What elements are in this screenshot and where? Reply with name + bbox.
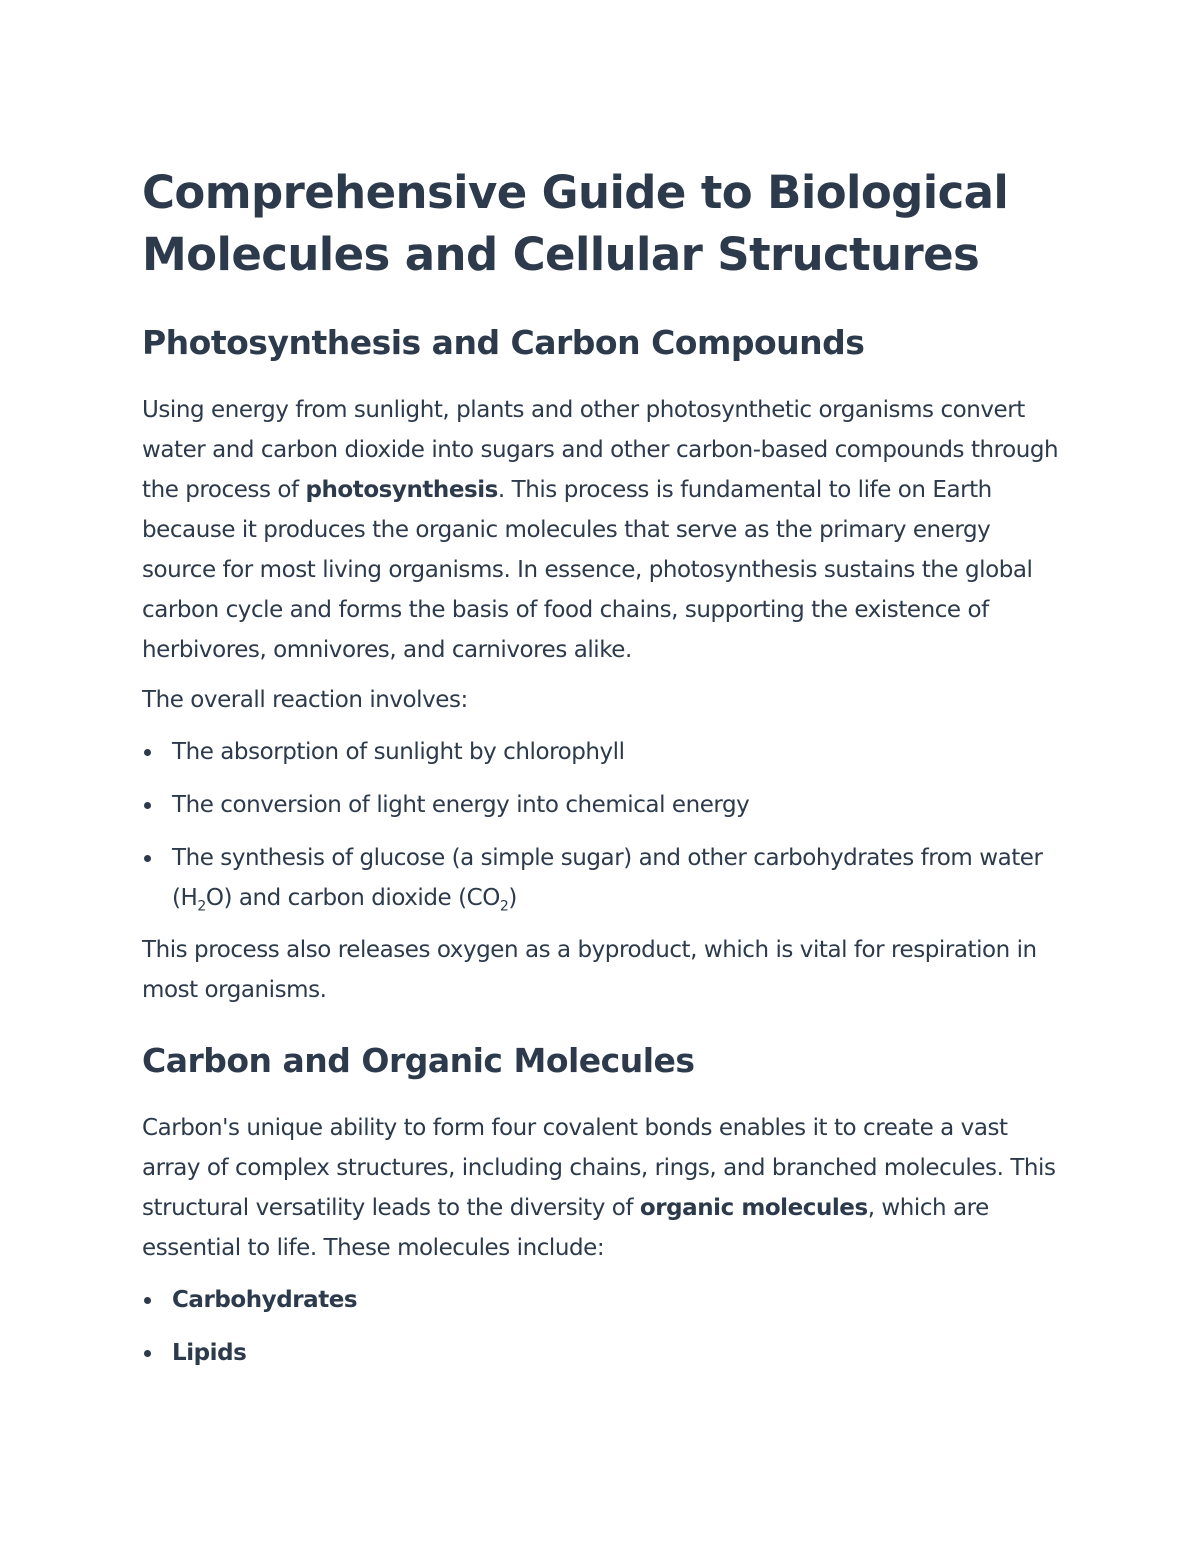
list-item (142, 838, 1062, 918)
text-run: ) (508, 885, 517, 911)
subscript: 2 (197, 898, 206, 915)
text-run: Carbon's unique ability to form four covalent bonds enables it to create a vast array of complex structures, including chains, rings, and branched molecules. This structural versatility leads to the diversity of (142, 1115, 1056, 1221)
bold-term-organic-molecules: organic molecules (639, 1195, 868, 1221)
text-run: , which are essential to life. These molecules include: (142, 1195, 989, 1261)
bullet-icon (144, 749, 151, 756)
paragraph-oxygen-byproduct: This process also releases oxygen as a byproduct, which is vital for respiration in most organisms. (142, 937, 1037, 1003)
list-item-text: Lipids (172, 1340, 247, 1366)
list-item (142, 1280, 1062, 1320)
subscript: 2 (499, 898, 509, 915)
bold-term-photosynthesis: photosynthesis (305, 477, 498, 503)
list-item (142, 785, 1062, 825)
text-run: O) and carbon dioxide (CO (205, 885, 500, 911)
list-item-text: The conversion of light energy into chemical energy (172, 792, 750, 818)
list-item-text: The absorption of sunlight by chlorophyll (172, 739, 625, 765)
bullet-icon (144, 1350, 151, 1357)
bullet-icon (144, 855, 151, 862)
page-title: Comprehensive Guide to Biological Molecules and Cellular Structures (142, 166, 1009, 281)
organic-molecules-list (142, 1280, 1062, 1373)
bullet-icon (144, 802, 151, 809)
text-run: . This process is fundamental to life on Earth because it produces the organic molecules that serve as the primary energy source for most living organisms. In essence, photosynthesis sustains the global carbon cycle and forms the basis of food chains, supporting the existence of herbivores, omnivores, and carnivores alike. (142, 477, 1033, 663)
list-item (142, 732, 1062, 772)
document-page (142, 162, 1062, 1373)
reaction-steps-list (142, 732, 1062, 918)
text-run: Using energy from sunlight, plants and other photosynthetic organisms convert water and carbon dioxide into sugars and other carbon-based compounds through the process of (142, 397, 1059, 503)
paragraph-carbon-intro (142, 1108, 1062, 1268)
bullet-icon (144, 1297, 151, 1304)
list-item (142, 1333, 1062, 1373)
section-heading-photosynthesis: Photosynthesis and Carbon Compounds (142, 323, 865, 362)
text-run: The synthesis of glucose (a simple sugar) and other carbohydrates from water (H (172, 845, 1043, 911)
paragraph-reaction-intro: The overall reaction involves: (142, 687, 468, 713)
paragraph-photosynthesis-intro (142, 390, 1062, 670)
list-item-text: Carbohydrates (172, 1287, 358, 1313)
section-heading-carbon: Carbon and Organic Molecules (142, 1041, 695, 1080)
